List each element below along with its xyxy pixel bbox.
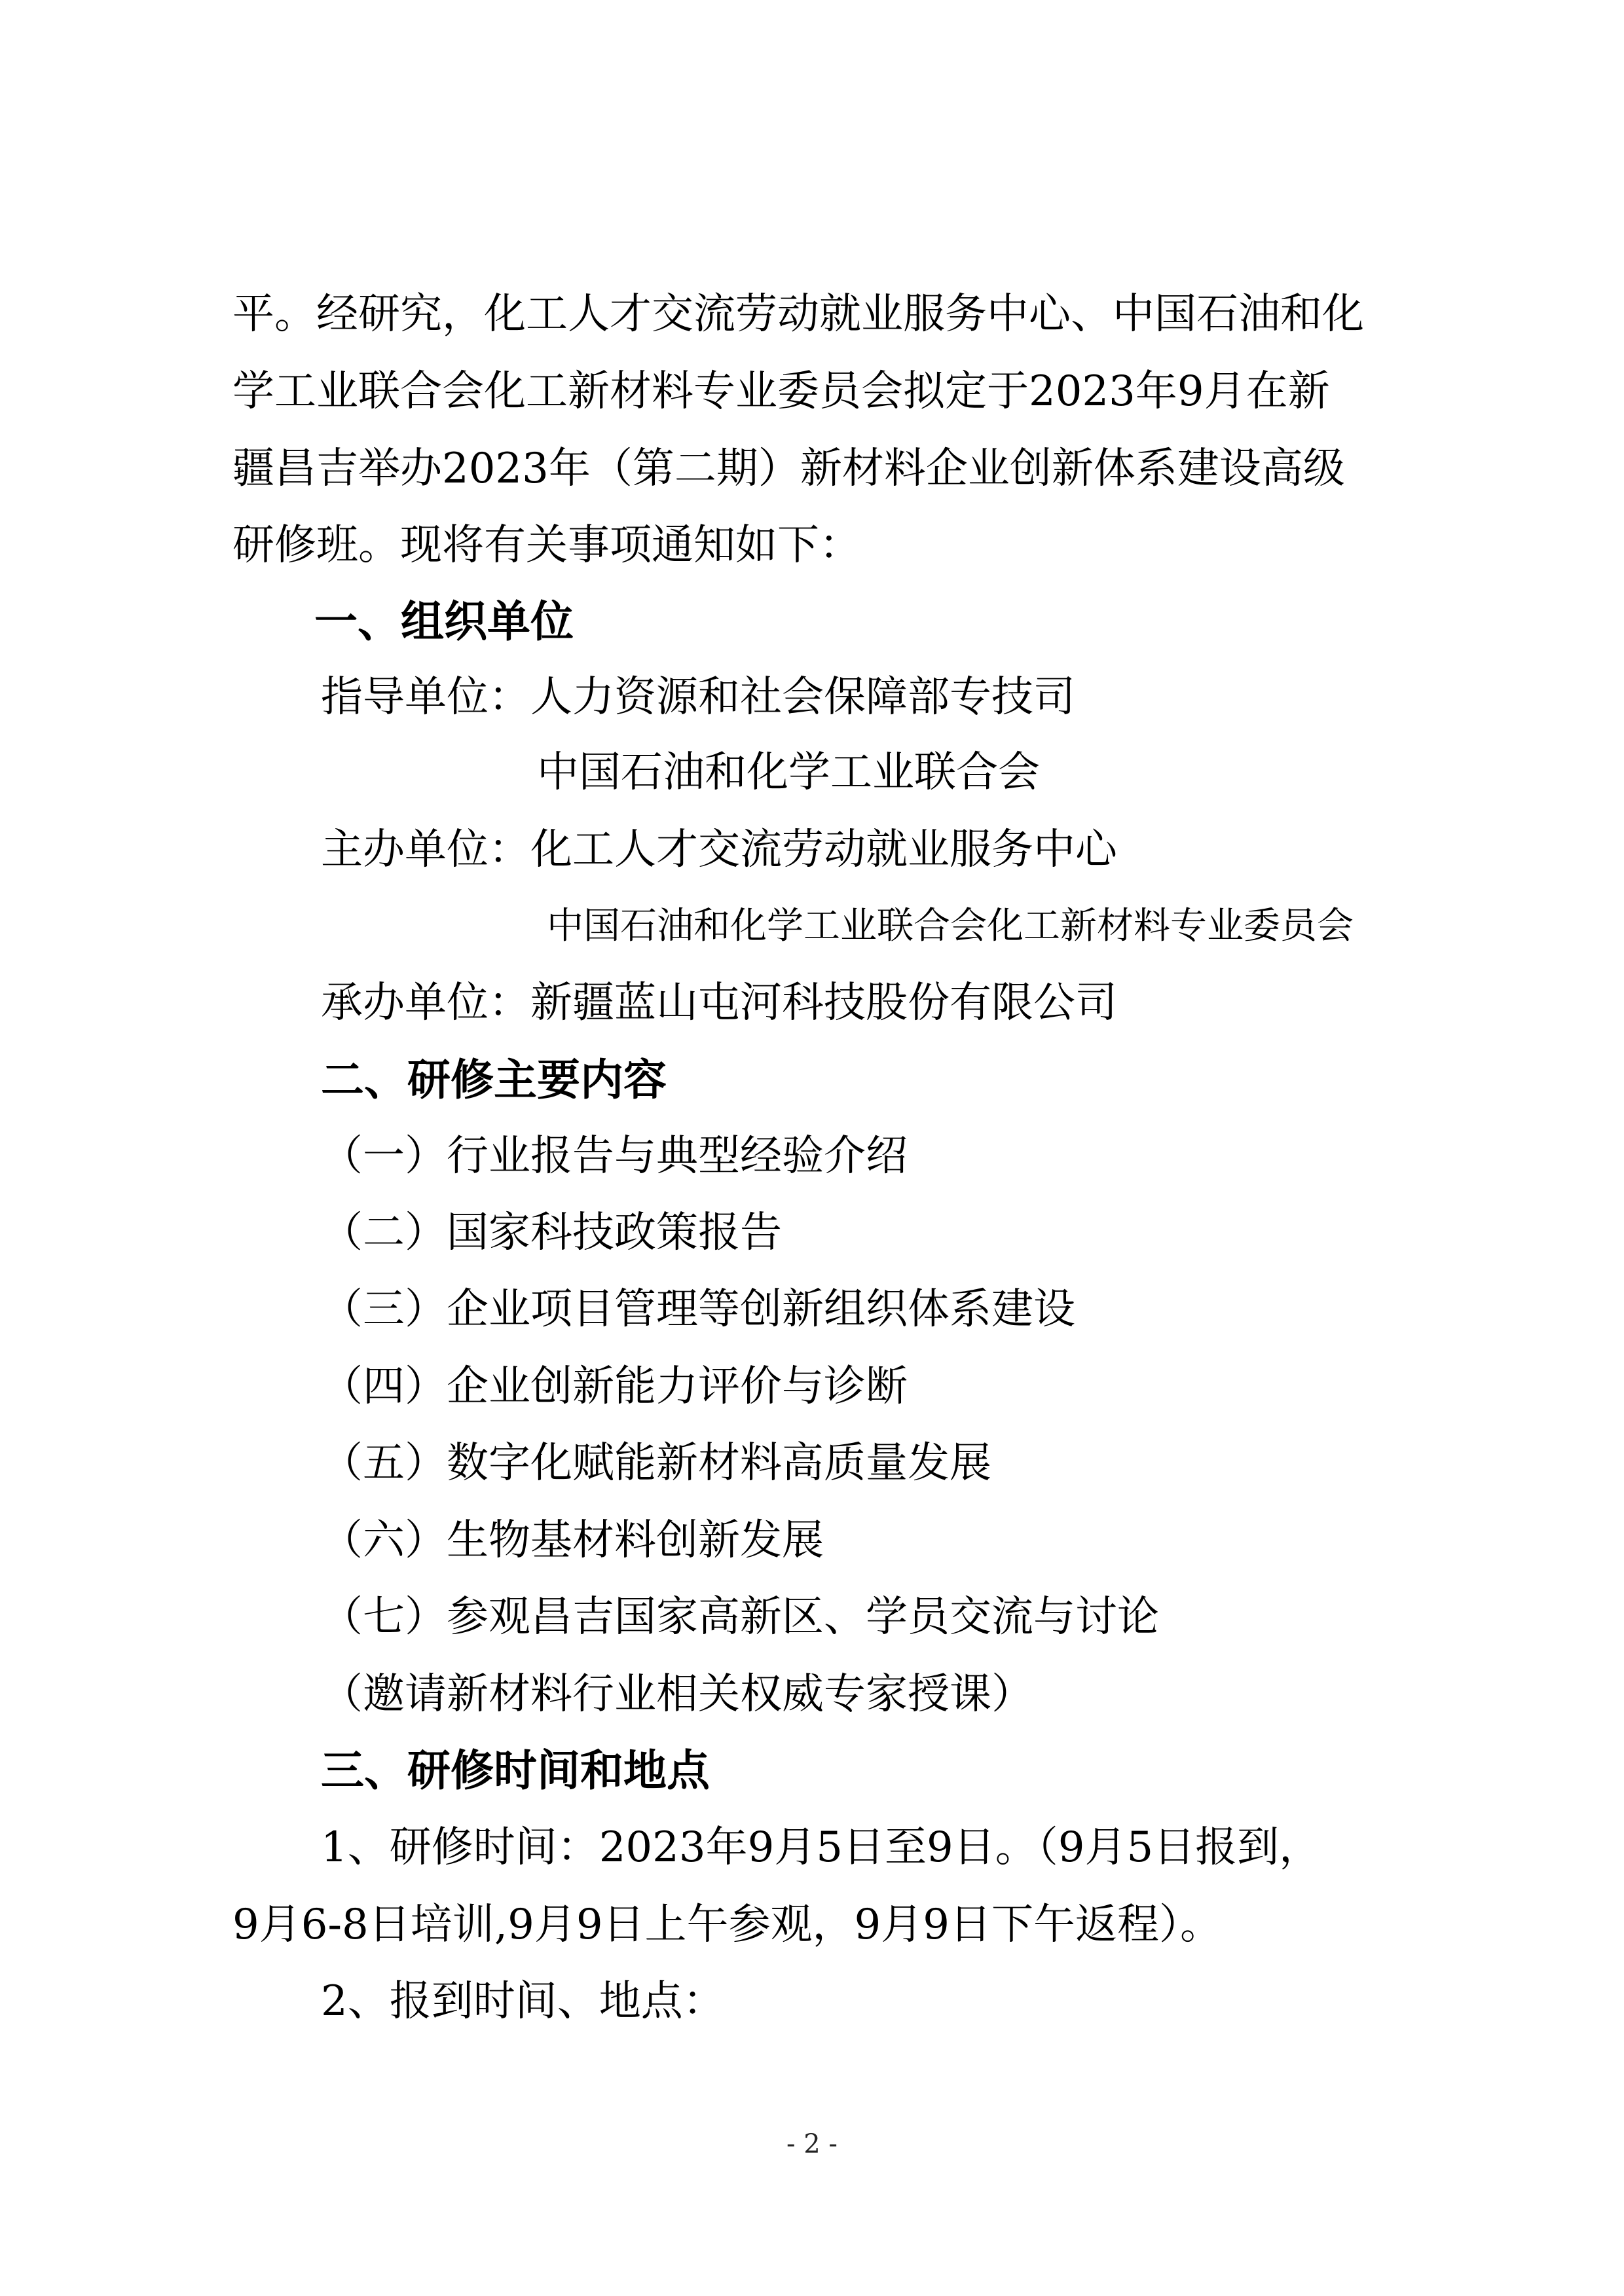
- registration-time-place: 2、报到时间、地点：: [321, 1977, 725, 2026]
- content-item-7: （七）参观昌吉国家高新区、学员交流与讨论: [321, 1593, 1159, 1641]
- content-item-2: （二）国家科技政策报告: [321, 1209, 782, 1257]
- paragraph-line-1: 平。经研究，化工人才交流劳动就业服务中心、中国石油和化: [232, 290, 1364, 338]
- section-heading-organizers: 一、组织单位: [314, 596, 574, 647]
- training-time-line-1: 1、研修时间：2023年9月5日至9日。（9月5日报到，: [321, 1823, 1321, 1872]
- organizer-unit-line: 承办单位：新疆蓝山屯河科技股份有限公司: [321, 979, 1117, 1027]
- paragraph-line-2: 学工业联合会化工新材料专业委员会拟定于2023年9月在新: [232, 367, 1330, 416]
- section-heading-contents: 二、研修主要内容: [321, 1055, 667, 1105]
- content-item-4: （四）企业创新能力评价与诊断: [321, 1362, 908, 1411]
- content-item-6: （六）生物基材料创新发展: [321, 1516, 824, 1565]
- content-note: （邀请新材料行业相关权威专家授课）: [321, 1670, 1033, 1719]
- training-time-line-2: 9月6-8日培训,9月9日上午参观，9月9日下午返程）。: [232, 1901, 1222, 1949]
- guide-unit-line-1: 指导单位：人力资源和社会保障部专技司: [321, 673, 1075, 721]
- paragraph-line-4: 研修班。现将有关事项通知如下：: [232, 521, 861, 570]
- paragraph-line-3: 疆昌吉举办2023年（第二期）新材料企业创新体系建设高级: [232, 445, 1345, 493]
- host-unit-line-2: 中国石油和化学工业联合会化工新材料专业委员会: [547, 905, 1354, 947]
- content-item-3: （三）企业项目管理等创新组织体系建设: [321, 1285, 1075, 1334]
- host-unit-line-1: 主办单位：化工人才交流劳动就业服务中心: [321, 826, 1117, 874]
- page-number: - 2 -: [786, 2129, 838, 2159]
- guide-unit-line-2: 中国石油和化学工业联合会: [537, 748, 1040, 797]
- content-item-5: （五）数字化赋能新材料高质量发展: [321, 1439, 991, 1487]
- section-heading-time-place: 三、研修时间和地点: [321, 1745, 710, 1796]
- content-item-1: （一）行业报告与典型经验介绍: [321, 1132, 908, 1180]
